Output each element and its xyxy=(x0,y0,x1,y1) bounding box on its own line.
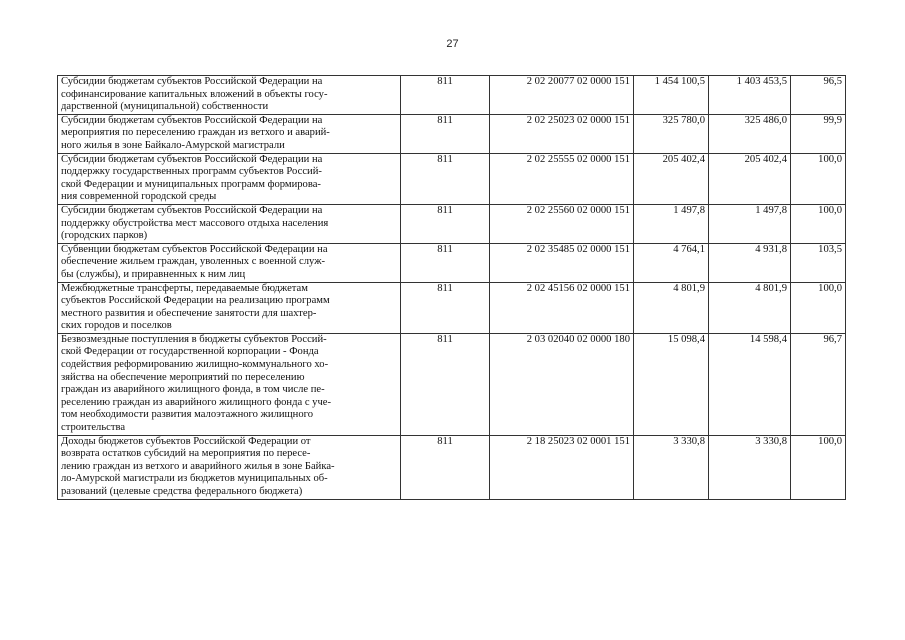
table-body xyxy=(58,76,846,500)
row-budget-code-cell: 2 02 25560 02 0000 151 xyxy=(490,204,634,243)
table-row xyxy=(58,243,846,282)
row-name-line: мероприятия по переселению граждан из ветхого и аварий- xyxy=(61,127,330,139)
row-name-line: субъектов Российской Федерации на реализацию программ xyxy=(61,295,330,307)
row-name-line: Субсидии бюджетам субъектов Российской Федерации на xyxy=(61,153,323,165)
row-name-line: ния современной городской среды xyxy=(61,191,217,203)
row-plan-amount-cell: 15 098,4 xyxy=(634,333,709,435)
table-row xyxy=(58,204,846,243)
row-name-cell xyxy=(58,435,401,499)
row-admin-cell: 811 xyxy=(401,333,490,435)
row-name-line: поддержку обустройства мест массового отдыха населения xyxy=(61,217,329,229)
row-name-line: граждан из аварийного жилищного фонда, в том числе пе- xyxy=(61,384,325,396)
row-budget-code-cell: 2 02 45156 02 0000 151 xyxy=(490,282,634,333)
row-name-line: разований (целевые средства федерального бюджета) xyxy=(61,486,303,497)
row-name-line: реселению граждан из аварийного жилищного фонда с уче- xyxy=(61,396,332,408)
row-name-line: поддержку государственных программ субъектов Россий- xyxy=(61,166,322,178)
budget-table xyxy=(57,75,846,500)
row-name-line: ской Федерации и муниципальных программ формирова- xyxy=(61,178,321,190)
row-name-cell xyxy=(58,153,401,204)
row-plan-amount-cell: 205 402,4 xyxy=(634,153,709,204)
row-name-line: бы (службы), и приравненных к ним лиц xyxy=(61,268,246,280)
table-row xyxy=(58,153,846,204)
row-budget-code-cell: 2 02 25023 02 0000 151 xyxy=(490,114,634,153)
row-name-line: ло-Амурской магистрали из бюджетов муниципальных об- xyxy=(61,473,328,485)
row-plan-amount-cell: 325 780,0 xyxy=(634,114,709,153)
row-name-line: ских городов и поселков xyxy=(61,320,172,332)
row-percent-cell: 99,9 xyxy=(791,114,846,153)
row-fact-amount-cell: 205 402,4 xyxy=(709,153,791,204)
row-budget-code-cell: 2 18 25023 02 0001 151 xyxy=(490,435,634,499)
row-admin-cell: 811 xyxy=(401,204,490,243)
row-name-line: Безвозмездные поступления в бюджеты субъектов Россий- xyxy=(61,333,327,345)
row-budget-code-cell: 2 02 25555 02 0000 151 xyxy=(490,153,634,204)
row-name-line: ного жилья в зоне Байкало-Амурской магистрали xyxy=(61,139,285,151)
row-budget-code-cell: 2 02 20077 02 0000 151 xyxy=(490,76,634,115)
row-percent-cell: 96,5 xyxy=(791,76,846,115)
row-percent-cell: 100,0 xyxy=(791,435,846,499)
row-name-line: Субвенции бюджетам субъектов Российской Федерации на xyxy=(61,243,328,255)
row-name-cell xyxy=(58,204,401,243)
row-name-line: Субсидии бюджетам субъектов Российской Федерации на xyxy=(61,76,323,87)
row-plan-amount-cell: 4 801,9 xyxy=(634,282,709,333)
row-name-line: строительства xyxy=(61,422,126,434)
row-fact-amount-cell: 4 931,8 xyxy=(709,243,791,282)
row-plan-amount-cell: 1 497,8 xyxy=(634,204,709,243)
row-fact-amount-cell: 1 497,8 xyxy=(709,204,791,243)
row-name-line: дарственной (муниципальной) собственности xyxy=(61,101,269,113)
row-plan-amount-cell: 4 764,1 xyxy=(634,243,709,282)
row-admin-cell: 811 xyxy=(401,153,490,204)
row-name-line: лению граждан из ветхого и аварийного жилья в зоне Байка- xyxy=(61,460,335,472)
row-admin-cell: 811 xyxy=(401,243,490,282)
table-row xyxy=(58,282,846,333)
row-name-cell xyxy=(58,333,401,435)
row-name-line: зяйства на обеспечение мероприятий по переселению xyxy=(61,371,305,383)
row-percent-cell: 100,0 xyxy=(791,282,846,333)
row-name-line: Доходы бюджетов субъектов Российской Федерации от xyxy=(61,435,311,447)
row-percent-cell: 100,0 xyxy=(791,204,846,243)
table-row xyxy=(58,435,846,499)
row-plan-amount-cell: 3 330,8 xyxy=(634,435,709,499)
row-name-line: том необходимости развития малоэтажного жилищного xyxy=(61,409,314,421)
table-row xyxy=(58,333,846,435)
row-fact-amount-cell: 3 330,8 xyxy=(709,435,791,499)
row-admin-cell: 811 xyxy=(401,435,490,499)
row-percent-cell: 100,0 xyxy=(791,153,846,204)
row-admin-cell: 811 xyxy=(401,282,490,333)
row-plan-amount-cell: 1 454 100,5 xyxy=(634,76,709,115)
row-budget-code-cell: 2 02 35485 02 0000 151 xyxy=(490,243,634,282)
row-name-line: содействия реформированию жилищно-коммунального хо- xyxy=(61,359,329,371)
row-name-cell xyxy=(58,76,401,115)
row-name-line: ской Федерации от государственной корпорации - Фонда xyxy=(61,346,319,358)
row-budget-code-cell: 2 03 02040 02 0000 180 xyxy=(490,333,634,435)
row-admin-cell: 811 xyxy=(401,76,490,115)
row-fact-amount-cell: 325 486,0 xyxy=(709,114,791,153)
row-fact-amount-cell: 4 801,9 xyxy=(709,282,791,333)
row-name-cell xyxy=(58,114,401,153)
row-name-line: софинансирование капитальных вложений в объекты госу- xyxy=(61,88,328,100)
row-name-line: Субсидии бюджетам субъектов Российской Федерации на xyxy=(61,204,323,216)
row-name-line: обеспечение жильем граждан, уволенных с военной служ- xyxy=(61,256,326,268)
page-number: 27 xyxy=(446,38,459,50)
row-name-line: Субсидии бюджетам субъектов Российской Федерации на xyxy=(61,114,323,126)
table-row xyxy=(58,114,846,153)
row-name-cell xyxy=(58,243,401,282)
row-admin-cell: 811 xyxy=(401,114,490,153)
row-name-cell xyxy=(58,282,401,333)
row-name-line: местного развития и обеспечение занятости для шахтер- xyxy=(61,307,317,319)
row-name-line: (городских парков) xyxy=(61,230,148,242)
row-percent-cell: 103,5 xyxy=(791,243,846,282)
table-row xyxy=(58,76,846,115)
row-name-line: возврата остатков субсидий на мероприятия по пересе- xyxy=(61,448,311,460)
row-percent-cell: 96,7 xyxy=(791,333,846,435)
row-fact-amount-cell: 14 598,4 xyxy=(709,333,791,435)
row-name-line: Межбюджетные трансферты, передаваемые бюджетам xyxy=(61,282,308,294)
row-fact-amount-cell: 1 403 453,5 xyxy=(709,76,791,115)
